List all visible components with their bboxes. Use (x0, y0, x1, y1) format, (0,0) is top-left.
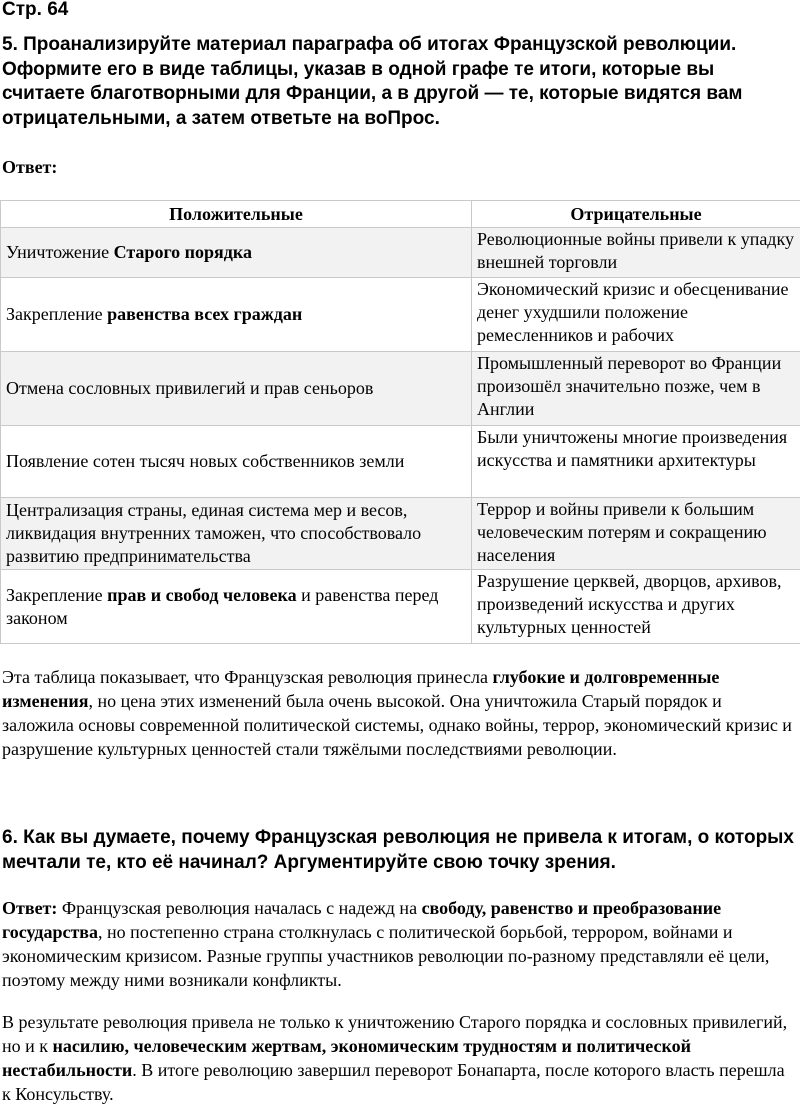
table-row (1, 426, 800, 498)
question-6: 6. Как вы думаете, почему Французская революция не привела к итогам, о которых мечтали те, кто её начинал? Аргументируйте свою точку зрения. (2, 825, 797, 875)
table-row (1, 498, 800, 570)
positive-cell: Централизация страны, единая система мер и весов, ликвидация внутренних таможен, что способствовало развитию предпринимательства (1, 498, 472, 570)
table-row (1, 228, 800, 278)
negative-cell: Были уничтожены многие произведения искусства и памятники архитектуры (472, 426, 800, 498)
positive-cell: Закрепление прав и свобод человека и равенства перед законом (1, 570, 472, 644)
negative-cell: Разрушение церквей, дворцов, архивов, произведений искусства и других культурных ценностей (472, 570, 800, 644)
positive-cell: Отмена сословных привилегий и прав сеньоров (1, 352, 472, 426)
table-row (1, 570, 800, 644)
negative-cell: Промышленный переворот во Франции произошёл значительно позже, чем в Англии (472, 352, 800, 426)
answer-label: Ответ: (2, 156, 57, 178)
positive-cell: Появление сотен тысяч новых собственников земли (1, 426, 472, 498)
page-number: Стр. 64 (2, 0, 68, 22)
negative-cell: Экономический кризис и обесценивание денег ухудшили положение ремесленников и рабочих (472, 278, 800, 352)
question-5: 5. Проанализируйте материал параграфа об итогах Французской революции. Оформите его в виде таблицы, указав в одной графе те итоги, которые вы считаете благотворными для Франции, а в другой — те, которые видятся вам отрицательными, а затем ответьте на воПрос. (2, 33, 792, 131)
positive-cell: Закрепление равенства всех граждан (1, 278, 472, 352)
table-row (1, 352, 800, 426)
header-negative: Отрицательные (472, 201, 800, 228)
negative-cell: Революционные войны привели к упадку внешней торговли (472, 228, 800, 278)
summary-paragraph: Эта таблица показывает, что Французская революция принесла глубокие и долговременные изменения, но цена этих изменений была очень высокой. Она уничтожила Старый порядок и заложила основы современной политической системы, однако войны, террор, экономический кризис и разрушение культурных ценностей стали тяжёлыми последствиями революции. (2, 665, 797, 761)
results-table (0, 200, 800, 644)
answer-6-paragraph: Ответ: Французская революция началась с надежд на свободу, равенство и преобразование государства, но постепенно страна столкнулась с политической борьбой, террором, войнами и экономическим кризисом. Разные группы участников революции по-разному представляли её цели, поэтому между ними возникали конфликты. (2, 896, 797, 992)
table-header-row (1, 201, 800, 228)
header-positive: Положительные (1, 201, 472, 228)
positive-cell: Уничтожение Старого порядка (1, 228, 472, 278)
table-row (1, 278, 800, 352)
conclusion-paragraph: В результате революция привела не только к уничтожению Старого порядка и сословных привилегий, но и к насилию, человеческим жертвам, экономическим трудностям и политической нестабильности. В итоге революцию завершил переворот Бонапарта, после которого власть перешла к Консульству. (2, 1010, 797, 1106)
negative-cell: Террор и войны привели к большим человеческим потерям и сокращению населения (472, 498, 800, 570)
answer-6-label: Ответ: (2, 898, 57, 918)
